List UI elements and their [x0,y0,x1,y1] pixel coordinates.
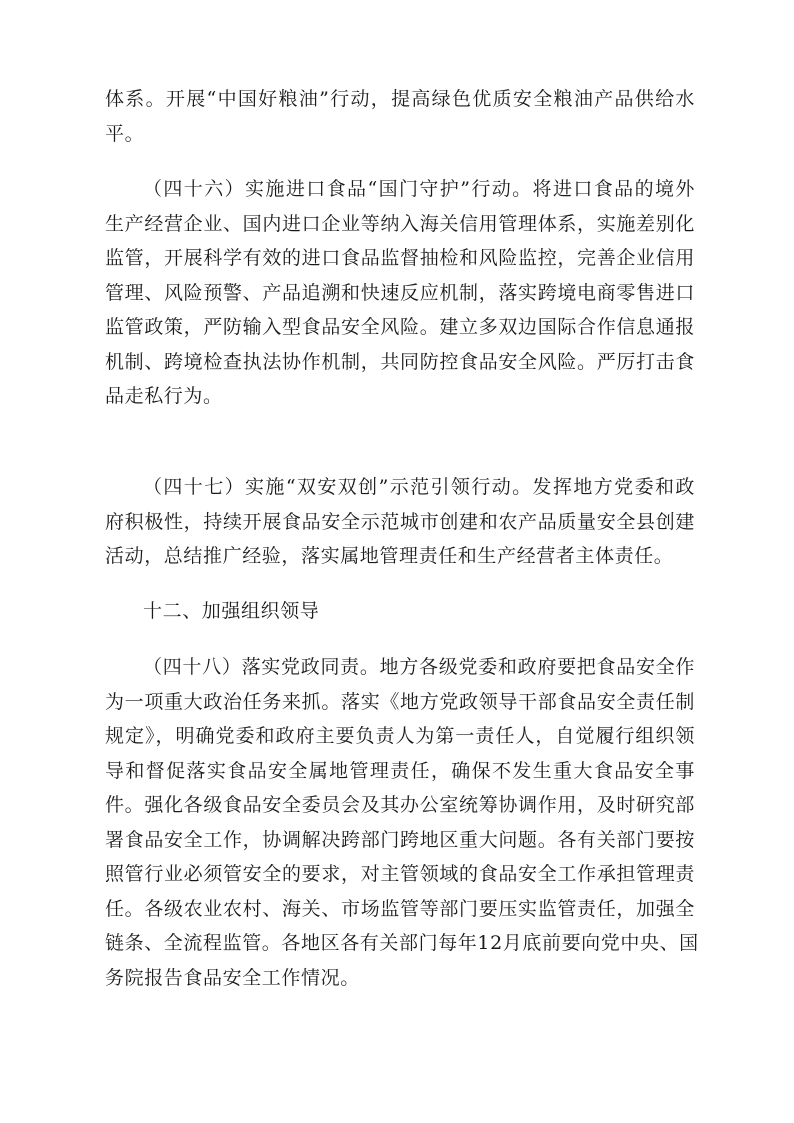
paragraph-46 [105,172,695,414]
text-line: （四十六）实施进口食品“国门守护”行动。将进口食品的境外 [143,178,695,200]
text-line: 机制、跨境检查执法协作机制，共同防控食品安全风险。严厉打击食 [105,350,695,373]
text-line: 生产经营企业、国内进口企业等纳入海关信用管理体系，实施差别化 [105,212,695,235]
paragraph-continued [105,82,695,151]
text-line: 体系。开展“中国好粮油”行动，提高绿色优质安全粮油产品供给水 [105,88,695,110]
text-line: 为一项重大政治任务来抓。落实《地方党政领导干部食品安全责任制 [105,690,695,713]
text-line: 监管政策，严防输入型食品安全风险。建立多双边国际合作信息通报 [105,316,695,338]
text-line: 件。强化各级食品安全委员会及其办公室统筹协调作用，及时研究部 [105,794,695,816]
paragraph-48 [105,650,699,995]
text-line: 链条、全流程监管。各地区各有关部门每年12月底前要向党中央、国 [105,932,699,954]
text-line: 活动，总结推广经验，落实属地管理责任和生产经营者主体责任。 [105,545,674,567]
section-heading: 十二、加强组织领导 [143,600,320,622]
text-line: 管理、风险预警、产品追溯和快速反应机制，落实跨境电商零售进口 [105,281,695,304]
text-line: 规定》，明确党委和政府主要负责人为第一责任人，自觉履行组织领 [105,725,695,747]
text-line: （四十七）实施“双安双创”示范引领行动。发挥地方党委和政 [143,476,695,498]
text-line: 监管，开展科学有效的进口食品监督抽检和风险监控，完善企业信用 [105,247,695,269]
text-line: 署食品安全工作，协调解决跨部门跨地区重大问题。各有关部门要按 [105,828,695,851]
text-line: 照管行业必须管安全的要求，对主管领域的食品安全工作承担管理责 [105,863,695,885]
text-line: 品走私行为。 [105,385,223,407]
text-line: 平。 [105,122,145,145]
text-line: （四十八）落实党政同责。地方各级党委和政府要把食品安全作 [143,656,695,678]
text-line: 导和督促落实食品安全属地管理责任，确保不发生重大食品安全事 [105,759,695,782]
text-line: 府积极性，持续开展食品安全示范城市创建和农产品质量安全县创建 [105,510,695,533]
text-line: 务院报告食品安全工作情况。 [105,966,360,989]
paragraph-47 [105,470,695,574]
text-line: 任。各级农业农村、海关、市场监管等部门要压实监管责任，加强全 [105,897,695,920]
